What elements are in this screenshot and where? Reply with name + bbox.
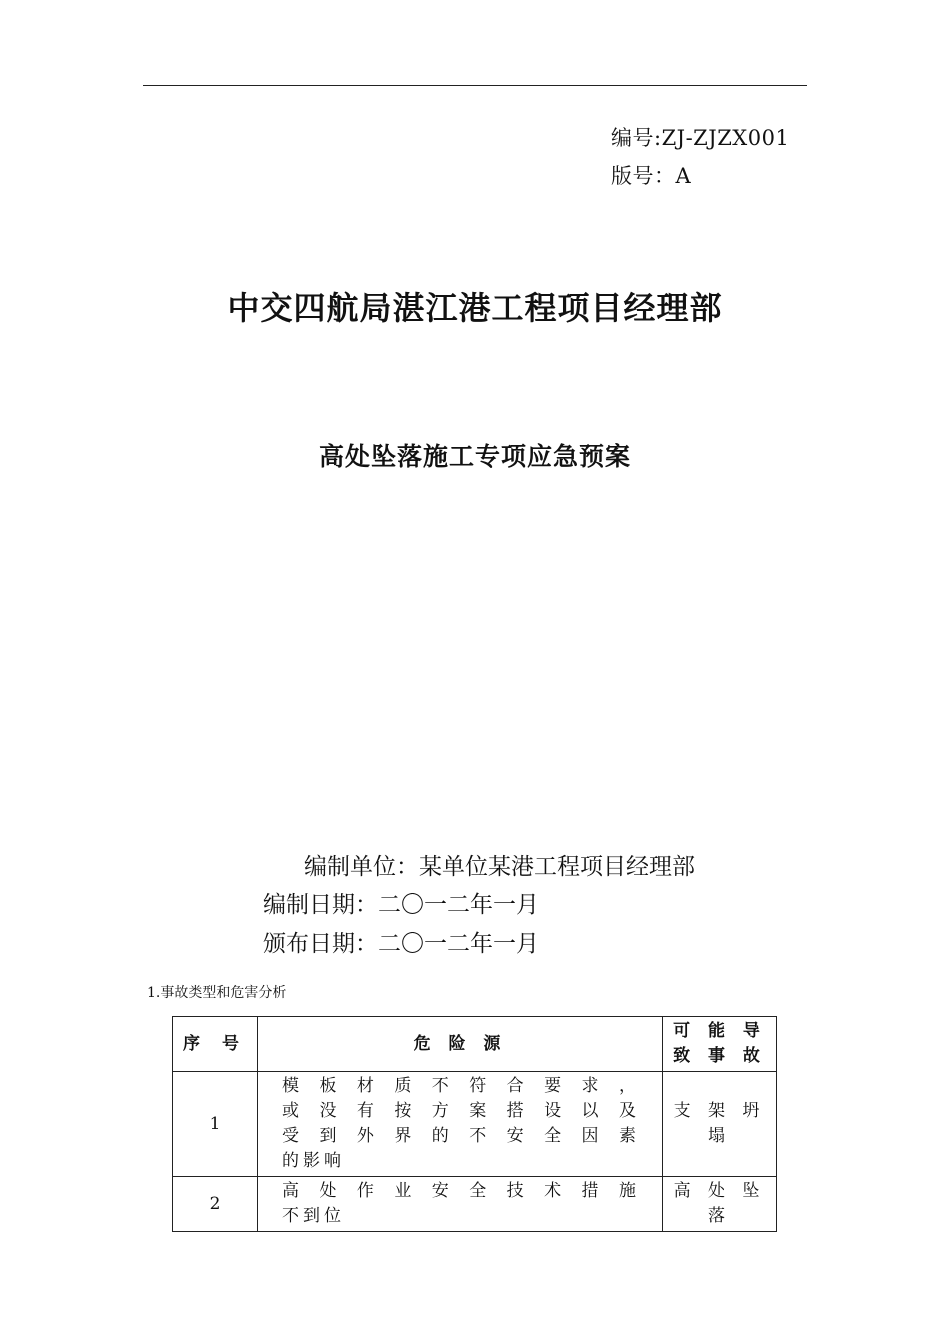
compile-unit: 编制单位：某单位某港工程项目经理部 [304, 854, 695, 880]
issue-date: 颁布日期：二〇一二年一月 [263, 931, 539, 957]
table-row [173, 1072, 777, 1177]
accident-line: 支 架 坍 [673, 1101, 766, 1121]
source-line: 不到位 [282, 1206, 345, 1226]
source-line: 模板材质不符合要求， [282, 1076, 640, 1096]
document-version: 版号：A [611, 164, 692, 188]
header-seq: 序 号 [173, 1017, 258, 1072]
row-accident [663, 1072, 777, 1177]
row-source [258, 1177, 663, 1232]
table-header-row [173, 1017, 777, 1072]
source-line: 的影响 [282, 1151, 345, 1171]
accident-line: 塌 [708, 1126, 731, 1146]
header-rule [143, 85, 807, 86]
document-title: 高处坠落施工专项应急预案 [318, 442, 631, 471]
hazard-table [172, 1016, 777, 1232]
organization-title: 中交四航局湛江港工程项目经理部 [227, 289, 723, 327]
accident-line: 高 处 坠 [673, 1181, 766, 1201]
row-seq: 2 [173, 1177, 258, 1232]
header-accident-line: 致 事 故 [673, 1046, 766, 1066]
table-row [173, 1177, 777, 1232]
section-heading: 1.事故类型和危害分析 [147, 985, 287, 1001]
row-accident [663, 1177, 777, 1232]
source-line: 或没有按方案搭设以及 [282, 1101, 640, 1121]
accident-line: 落 [708, 1206, 731, 1226]
header-accident [663, 1017, 777, 1072]
source-line: 受到外界的不安全因素 [282, 1126, 640, 1146]
compile-date: 编制日期：二〇一二年一月 [263, 892, 539, 918]
header-accident-line: 可 能 导 [673, 1021, 766, 1041]
row-source [258, 1072, 663, 1177]
document-number: 编号:ZJ-ZJZX001 [611, 126, 790, 150]
row-seq: 1 [173, 1072, 258, 1177]
source-line: 高处作业安全技术措施 [282, 1181, 640, 1201]
header-source: 危 险 源 [258, 1017, 663, 1072]
